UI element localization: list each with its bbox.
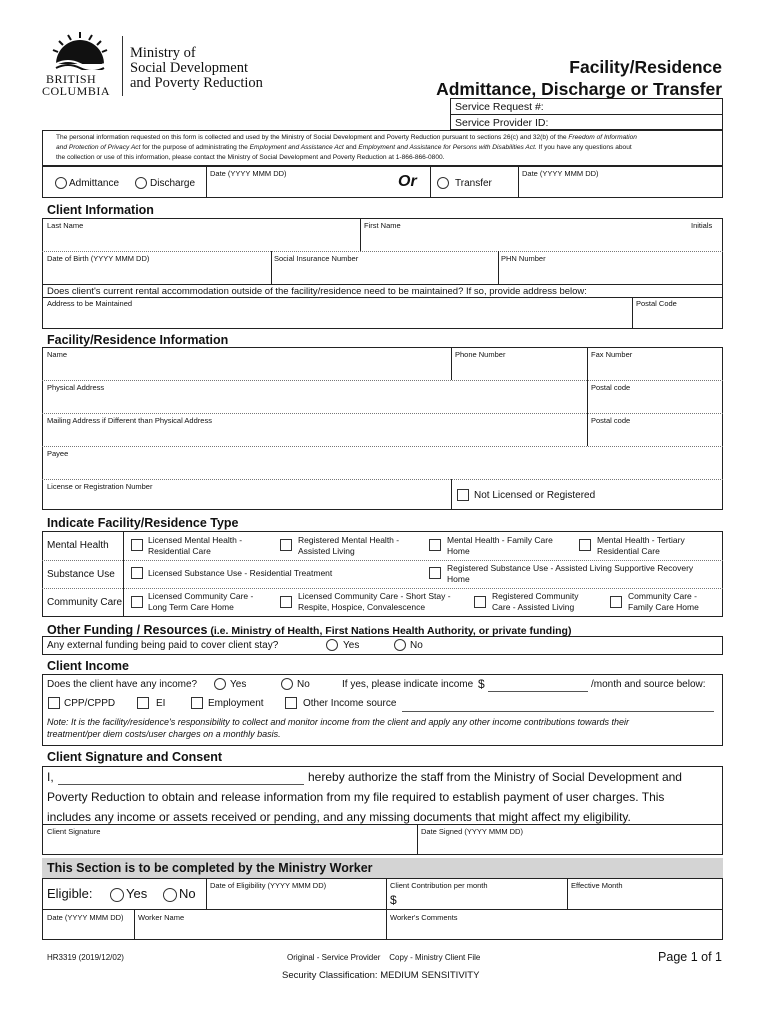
other-income-checkbox[interactable] [285, 697, 297, 709]
effective-month-field[interactable]: Effective Month [571, 881, 623, 890]
consent-line2: Poverty Reduction to obtain and release information from my file required to establish payment of user charges. This [47, 790, 665, 804]
eligible-yes-label: Yes [126, 886, 148, 901]
mh-tertiary-label: Mental Health - Tertiary Residential Care [597, 535, 685, 556]
ei-checkbox[interactable] [137, 697, 149, 709]
worker-name-field[interactable]: Worker Name [138, 913, 185, 922]
eligible-no-radio[interactable] [163, 888, 177, 902]
other-income-label: Other Income source [303, 698, 397, 709]
contribution-dollar: $ [390, 893, 397, 907]
service-provider-field[interactable]: Service Provider ID: [455, 117, 549, 129]
sun-icon [42, 30, 118, 70]
date-signed-field[interactable]: Date Signed (YYYY MMM DD) [421, 827, 523, 836]
page-number: Page 1 of 1 [658, 950, 722, 964]
phn-field[interactable]: PHN Number [501, 254, 546, 263]
transfer-label: Transfer [455, 178, 492, 189]
facility-info-heading: Facility/Residence Information [47, 333, 229, 347]
eligible-yes-radio[interactable] [110, 888, 124, 902]
admit-date-label: Date (YYYY MMM DD) [210, 169, 287, 178]
employment-checkbox[interactable] [191, 697, 203, 709]
mailing-postal-field[interactable]: Postal code [591, 416, 631, 425]
discharge-label: Discharge [150, 178, 196, 189]
security-classification: Security Classification: MEDIUM SENSITIVITY [282, 970, 480, 981]
community-care-label: Community Care [47, 597, 123, 608]
cc-assisted-living-checkbox[interactable] [474, 596, 486, 608]
facility-type-heading: Indicate Facility/Residence Type [47, 516, 239, 530]
sin-field[interactable]: Social Insurance Number [274, 254, 359, 263]
license-number-field[interactable]: License or Registration Number [47, 482, 153, 491]
funding-question: Any external funding being paid to cover client stay? [47, 640, 279, 651]
consent-name-input[interactable] [58, 784, 304, 785]
mental-health-label: Mental Health [47, 540, 109, 551]
client-income-heading: Client Income [47, 659, 129, 673]
income-yes-radio[interactable] [214, 678, 226, 690]
service-request-field[interactable]: Service Request #: [455, 101, 544, 113]
initials-field[interactable]: Initials [691, 221, 713, 230]
bc-logo [42, 30, 118, 98]
substance-use-label: Substance Use [47, 569, 115, 580]
funding-no-radio[interactable] [394, 639, 406, 651]
employment-label: Employment [208, 698, 264, 709]
income-no-radio[interactable] [281, 678, 293, 690]
income-yes-label: Yes [230, 679, 247, 690]
income-dollar: $ [478, 677, 485, 691]
mh-registered-assisted-checkbox[interactable] [280, 539, 292, 551]
discharge-radio[interactable] [135, 177, 147, 189]
su-assisted-living-checkbox[interactable] [429, 567, 441, 579]
mh-licensed-residential-label: Licensed Mental Health - Residential Care [148, 535, 243, 556]
physical-postal-field[interactable]: Postal code [591, 383, 631, 392]
logo-text-british: BRITISH [46, 72, 97, 86]
ministry-name: Ministry of Social Development and Poverty Reduction [130, 45, 263, 91]
funding-no-label: No [410, 640, 423, 651]
logo-text-columbia: COLUMBIA [42, 84, 111, 98]
transfer-radio[interactable] [437, 177, 449, 189]
mh-licensed-residential-checkbox[interactable] [131, 539, 143, 551]
month-source-label: /month and source below: [591, 679, 706, 690]
client-signature-field[interactable]: Client Signature [47, 827, 101, 836]
worker-date-field[interactable]: Date (YYYY MMM DD) [47, 913, 124, 922]
cc-family-care-label: Community Care - Family Care Home [628, 591, 699, 612]
transfer-date-label: Date (YYYY MMM DD) [522, 169, 599, 178]
income-amount-input[interactable] [488, 691, 588, 692]
other-income-input[interactable] [402, 711, 714, 712]
admittance-radio[interactable] [55, 177, 67, 189]
copy-distribution: Original - Service Provider Copy - Ministry Client File [287, 953, 481, 962]
income-question: Does the client have any income? [47, 679, 198, 690]
su-residential-checkbox[interactable] [131, 567, 143, 579]
last-name-field[interactable]: Last Name [47, 221, 84, 230]
date-of-eligibility-field[interactable]: Date of Eligibility (YYYY MMM DD) [210, 881, 327, 890]
consent-i: I, [47, 770, 54, 784]
facility-fax-field[interactable]: Fax Number [591, 350, 633, 359]
physical-address-field[interactable]: Physical Address [47, 383, 105, 392]
privacy-notice: The personal information requested on this form is collected and used by the Ministry of Social Development and Poverty Reduction pursuant to sections 26(c) and 32(b) of the Freedom of Information and Protection of Privacy Act for the purpose of administrating the Employment and Assistance Act and Employment and Assistance for Persons with Disabilities Act. If you have any questions about the collection or use of this information, please contact the Ministry of Social Development and Poverty Reduction at 1-866-866-0800. [56, 134, 637, 161]
dob-field[interactable]: Date of Birth (YYYY MMM DD) [47, 254, 150, 263]
ministry-heading: This Section is to be completed by the Ministry Worker [47, 861, 373, 875]
funding-yes-label: Yes [343, 640, 360, 651]
client-postal-code-field[interactable]: Postal Code [636, 299, 677, 308]
funding-yes-radio[interactable] [326, 639, 338, 651]
client-info-box [42, 218, 723, 329]
cc-long-term-checkbox[interactable] [131, 596, 143, 608]
worker-comments-field[interactable]: Worker's Comments [390, 913, 458, 922]
consent-heading: Client Signature and Consent [47, 750, 223, 764]
rental-question: Does client's current rental accommodation outside of the facility/residence need to be maintained? If so, provide address below: [47, 286, 587, 297]
form-title: Facility/Residence Admittance, Discharge or Transfer [436, 57, 722, 99]
mh-family-care-label: Mental Health - Family Care Home [447, 535, 553, 556]
if-yes-income-label: If yes, please indicate income [342, 679, 474, 690]
consent-line1: hereby authorize the staff from the Ministry of Social Development and [308, 770, 682, 784]
not-licensed-label: Not Licensed or Registered [474, 490, 596, 501]
income-note: Note: It is the facility/residence's responsibility to collect and monitor income from the client and apply any other income contributions towards their treatment/per diem costs/user charges on a monthly basis. [47, 717, 629, 739]
logo-divider [122, 36, 123, 96]
cpp-label: CPP/CPPD [64, 698, 116, 709]
facility-name-field[interactable]: Name [47, 350, 68, 359]
address-maintained-field[interactable]: Address to be Maintained [47, 299, 133, 308]
cc-long-term-label: Licensed Community Care - Long Term Care Home [148, 591, 254, 612]
facility-phone-field[interactable]: Phone Number [455, 350, 506, 359]
cc-short-stay-label: Licensed Community Care - Short Stay - Respite, Hospice, Convalescence [298, 591, 451, 612]
or-label: Or [398, 173, 417, 190]
mh-tertiary-checkbox[interactable] [579, 539, 591, 551]
admittance-label: Admittance [69, 178, 120, 189]
eligible-label: Eligible: [47, 886, 93, 901]
income-no-label: No [297, 679, 310, 690]
cc-assisted-living-label: Registered Community Care - Assisted Living [492, 591, 579, 612]
form-id: HR3319 (2019/12/02) [47, 953, 124, 962]
su-assisted-living-label: Registered Substance Use - Assisted Living Supportive Recovery Home [447, 563, 694, 584]
su-residential-label: Licensed Substance Use - Residential Treatment [148, 568, 333, 578]
client-info-heading: Client Information [47, 203, 154, 217]
cpp-checkbox[interactable] [48, 697, 60, 709]
cc-short-stay-checkbox[interactable] [280, 596, 292, 608]
mailing-address-field[interactable]: Mailing Address if Different than Physical Address [47, 416, 212, 425]
eligible-no-label: No [179, 886, 196, 901]
not-licensed-checkbox[interactable] [457, 489, 469, 501]
payee-field[interactable]: Payee [47, 449, 69, 458]
first-name-field[interactable]: First Name [364, 221, 401, 230]
funding-heading: Other Funding / Resources (i.e. Ministry of Health, First Nations Health Authority, or private funding) [47, 623, 572, 637]
mh-registered-assisted-label: Registered Mental Health - Assisted Living [298, 535, 400, 556]
ei-label: EI [156, 698, 166, 709]
client-contribution-field[interactable]: Client Contribution per month [390, 881, 488, 890]
cc-family-care-checkbox[interactable] [610, 596, 622, 608]
consent-line3: includes any income or assets received or pending, and any missing documents that might affect my eligibility. [47, 810, 631, 824]
mh-family-care-checkbox[interactable] [429, 539, 441, 551]
